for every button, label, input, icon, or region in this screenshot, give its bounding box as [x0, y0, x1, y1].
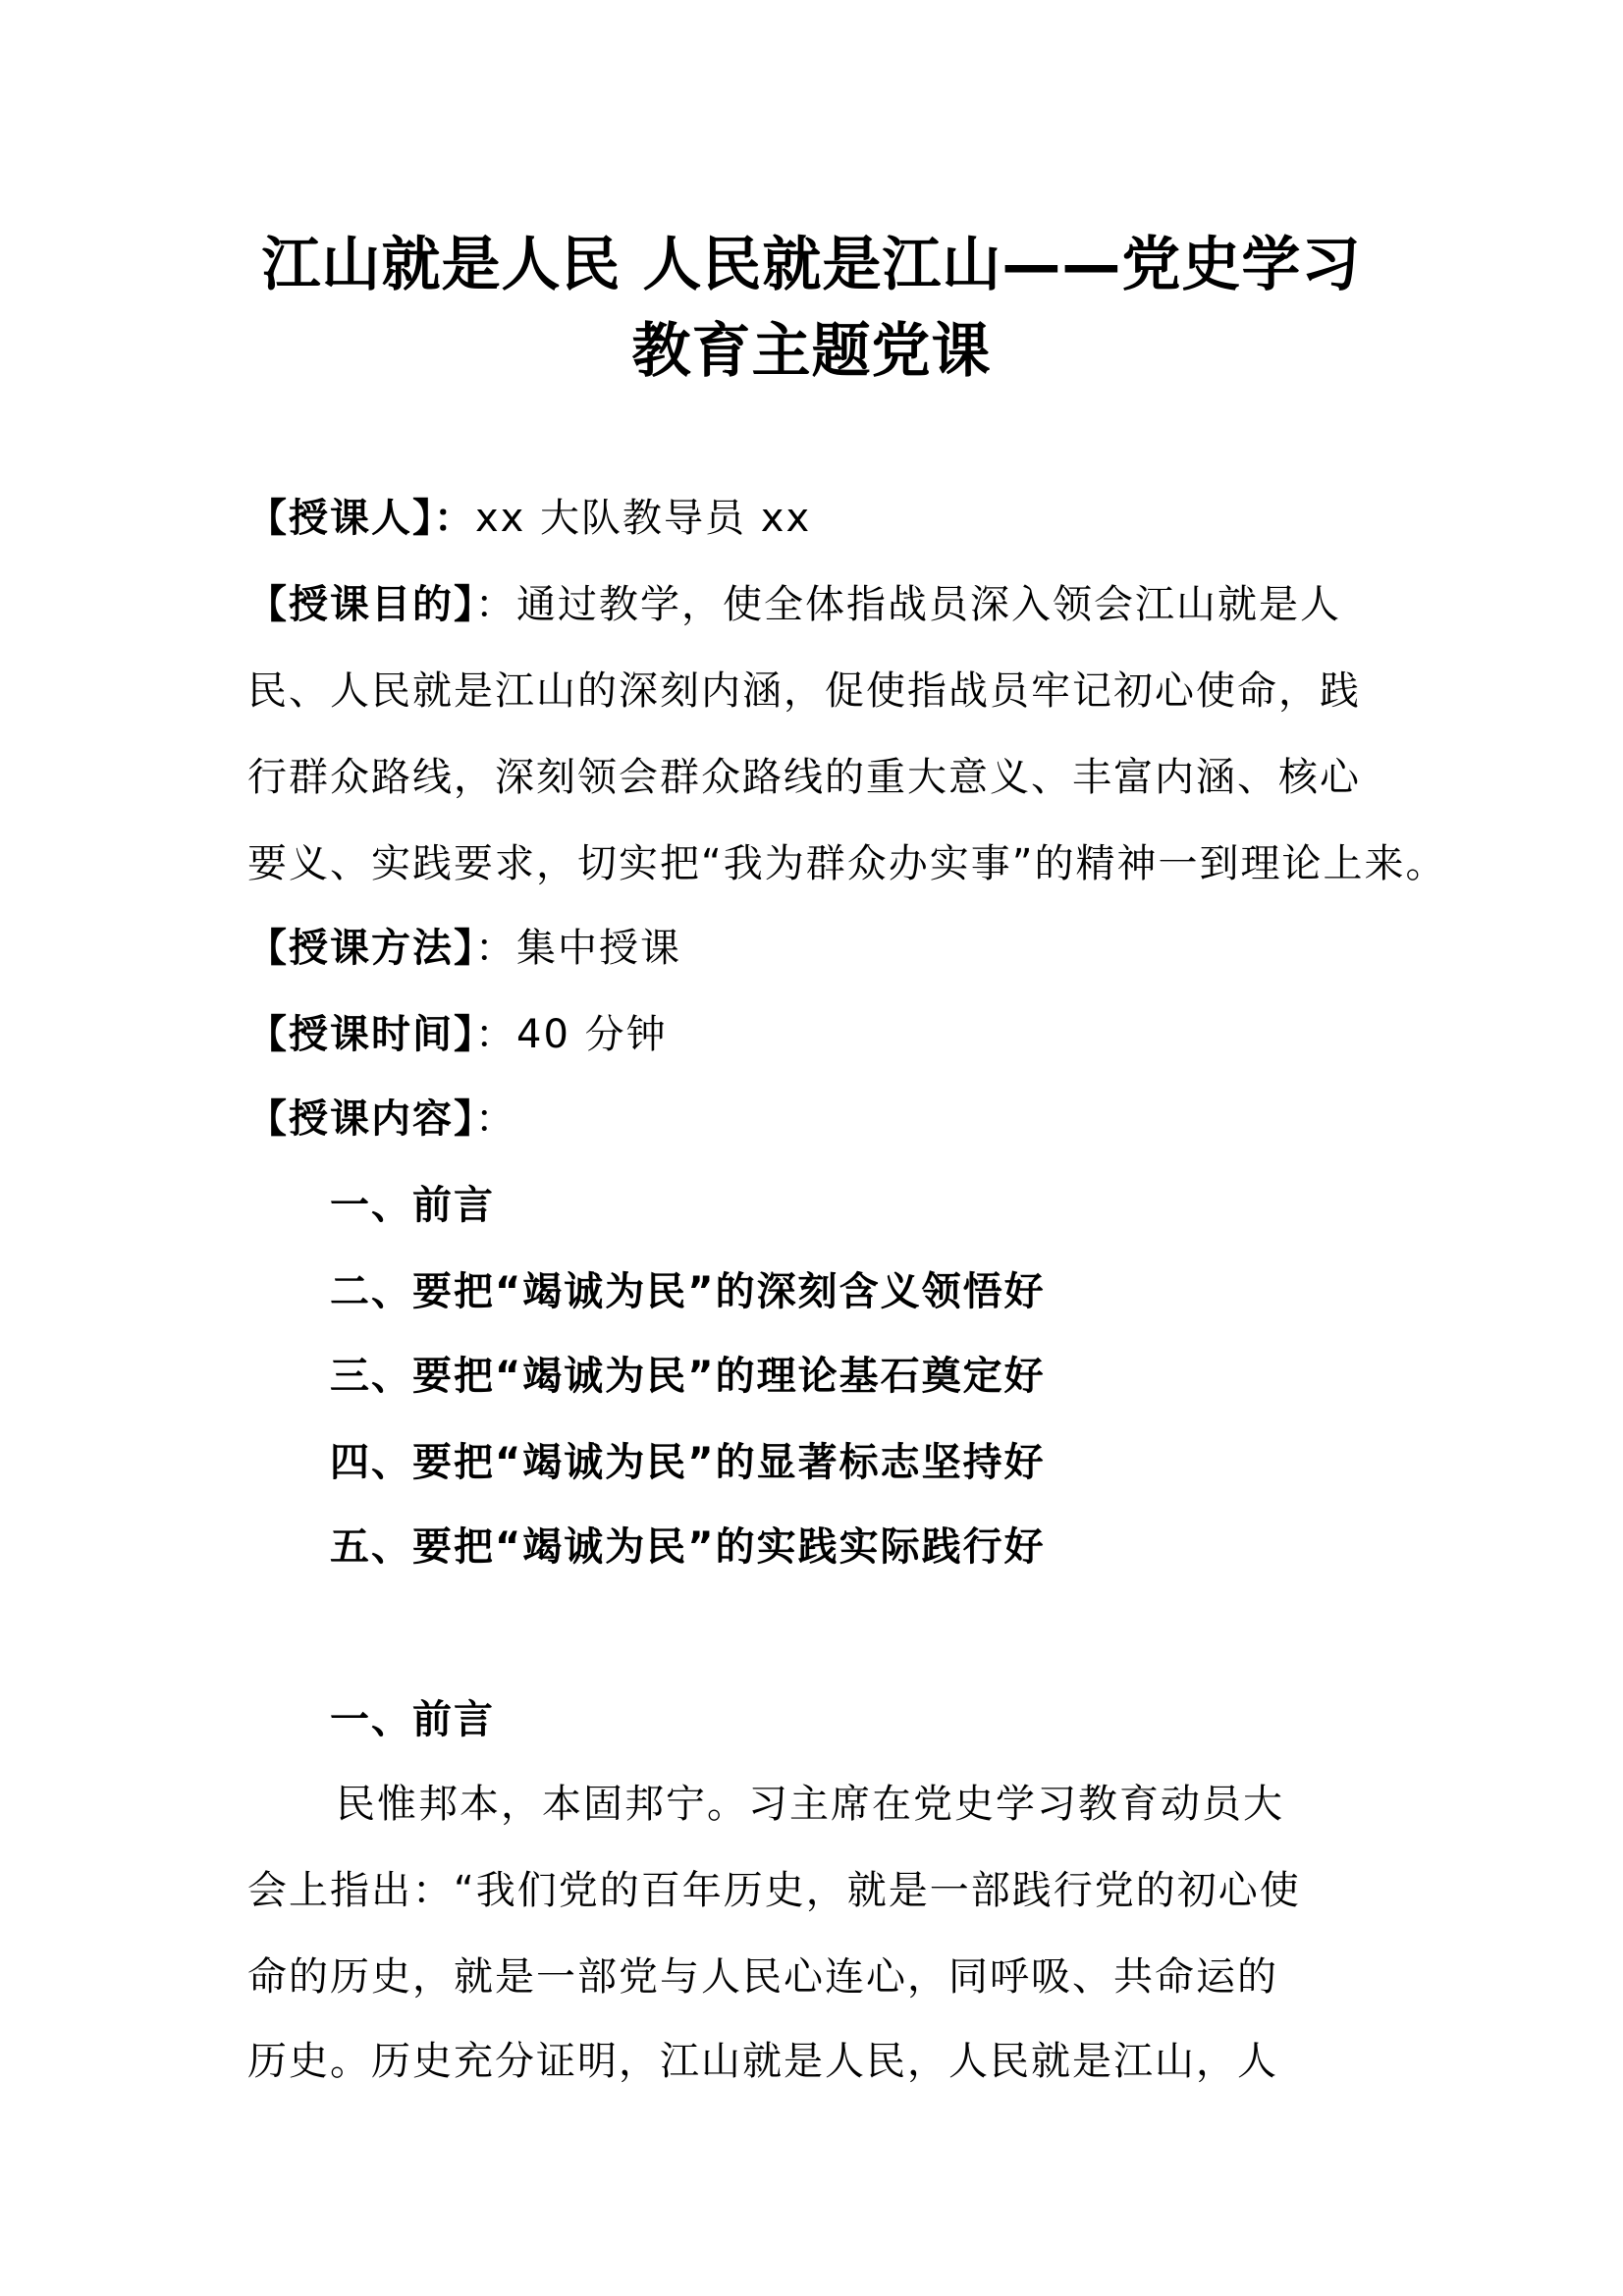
lecturer-label: 【授课人】： — [247, 496, 475, 541]
time-value: ：40 分钟 — [475, 1012, 668, 1057]
lecturer-row — [247, 491, 811, 546]
purpose-line-4: 要义、实践要求，切实把“我为群众办实事”的精神一到理论上来。 — [247, 841, 1447, 886]
title-line-2: 教育主题党课 — [631, 317, 992, 386]
content-label: 【授课内容】 — [247, 1096, 475, 1142]
purpose-label: 【授课目的】 — [247, 582, 475, 627]
method-row — [247, 921, 681, 976]
title-line-1: 江山就是人民 人民就是江山——党史学习 — [261, 231, 1362, 299]
section-paragraph-line-3: 命的历史，就是一部党与人民心连心，同呼吸、共命运的 — [247, 1954, 1278, 2000]
time-row — [247, 1007, 668, 1062]
section-heading: 一、前言 — [330, 1697, 495, 1742]
method-value: ：集中授课 — [475, 926, 681, 971]
purpose-row — [247, 577, 1341, 632]
content-value: ： — [475, 1096, 516, 1142]
section-paragraph-line-4: 历史。历史充分证明，江山就是人民，人民就是江山，人 — [247, 2039, 1278, 2084]
section-paragraph-line-2: 会上指出：“我们党的百年历史，就是一部践行党的初心使 — [247, 1868, 1301, 1913]
time-label: 【授课时间】 — [247, 1012, 475, 1057]
content-item-5: 五、要把“竭诚为民”的实践实际践行好 — [330, 1524, 1046, 1570]
content-item-4: 四、要把“竭诚为民”的显著标志坚持好 — [330, 1440, 1046, 1485]
content-item-3: 三、要把“竭诚为民”的理论基石奠定好 — [330, 1354, 1046, 1399]
purpose-line-3: 行群众路线，深刻领会群众路线的重大意义、丰富内涵、核心 — [247, 755, 1361, 800]
lecturer-value: xx 大队教导员 xx — [475, 496, 812, 541]
content-item-1: 一、前言 — [330, 1183, 495, 1228]
content-row — [247, 1092, 516, 1147]
section-paragraph-line-1: 民惟邦本，本固邦宁。习主席在党史学习教育动员大 — [336, 1782, 1284, 1827]
purpose-line-2: 民、人民就是江山的深刻内涵，促使指战员牢记初心使命，践 — [247, 668, 1361, 714]
purpose-line-1: ：通过教学，使全体指战员深入领会江山就是人 — [475, 582, 1341, 627]
content-item-2: 二、要把“竭诚为民”的深刻含义领悟好 — [330, 1269, 1046, 1314]
method-label: 【授课方法】 — [247, 926, 475, 971]
